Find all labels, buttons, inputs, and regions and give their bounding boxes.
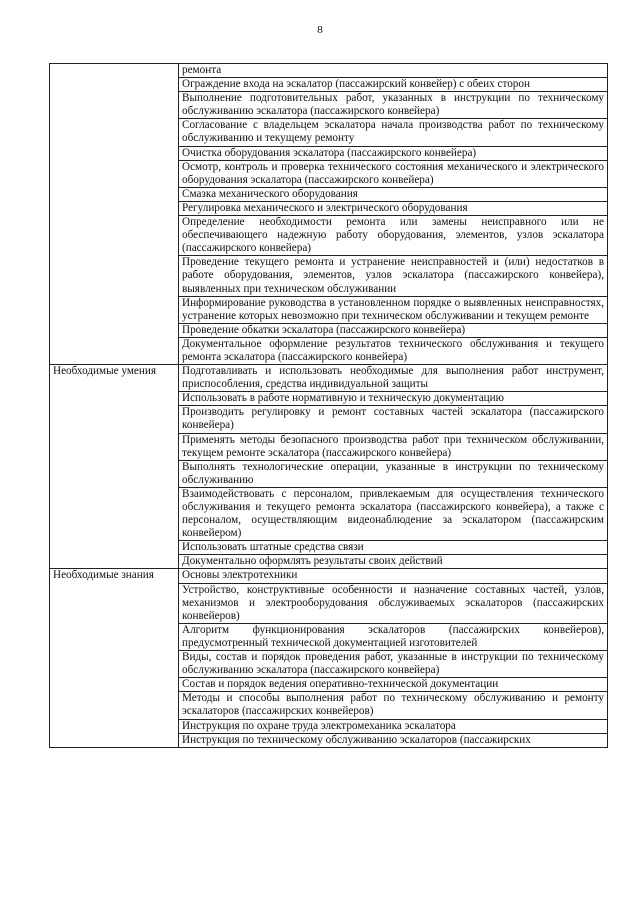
section-item: Подготавливать и использовать необходимые для выполнения работ инструмент, приспособления, средства индивидуальной защиты [179,365,608,392]
section-item: Регулировка механического и электрического оборудования [179,201,608,215]
section-item: Методы и способы выполнения работ по техническому обслуживанию и ремонту эскалаторов (пассажирских конвейеров) [179,692,608,719]
section-item: Инструкция по техническому обслуживанию эскалаторов (пассажирских [179,733,608,747]
section-item: Смазка механического оборудования [179,187,608,201]
section-item: Ограждение входа на эскалатор (пассажирский конвейер) с обеих сторон [179,78,608,92]
section-item: Использовать штатные средства связи [179,541,608,555]
section-item: Выполнение подготовительных работ, указанных в инструкции по техническому обслуживанию эскалатора (пассажирского конвейера) [179,92,608,119]
section-item: Основы электротехники [179,569,608,583]
table-row [50,64,608,78]
section-item: Очистка оборудования эскалатора (пассажирского конвейера) [179,146,608,160]
section-item: Производить регулировку и ремонт составных частей эскалатора (пассажирского конвейера) [179,406,608,433]
section-label: Необходимые умения [50,365,179,569]
section-item: Применять методы безопасного производства работ при техническом обслуживании, текущем ремонте эскалатора (пассажирского конвейера) [179,433,608,460]
section-item: Выполнять технологические операции, указанные в инструкции по техническому обслуживанию [179,460,608,487]
table-row [50,569,608,583]
section-item: Инструкция по охране труда электромеханика эскалатора [179,719,608,733]
section-item: Проведение текущего ремонта и устранение неисправностей и (или) недостатков в работе оборудования, элементов, узлов эскалатора (пассажирского конвейера), выявленных при техническом обслуживании [179,256,608,296]
section-item: Осмотр, контроль и проверка технического состояния механического и электрического оборудования эскалатора (пассажирского конвейера) [179,160,608,187]
section-item: Документальное оформление результатов технического обслуживания и текущего ремонта эскалатора (пассажирского конвейера) [179,337,608,364]
section-item: Информирование руководства в установленном порядке о выявленных неисправностях, устранение которых невозможно при техническом обслуживании и текущем ремонте [179,296,608,323]
section-item: Документально оформлять результаты своих действий [179,555,608,569]
section-label [50,64,179,365]
section-item: Взаимодействовать с персоналом, привлекаемым для осуществления технического обслуживания и текущего ремонта эскалатора (пассажирского конвейера), а также с персоналом, осуществляющим видеонаблюдение за эскалатором (пассажирским конвейером) [179,487,608,540]
section-item: Проведение обкатки эскалатора (пассажирского конвейера) [179,323,608,337]
section-item: Алгоритм функционирования эскалаторов (пассажирских конвейеров), предусмотренный технической документацией изготовителей [179,623,608,650]
section-item: Виды, состав и порядок проведения работ, указанные в инструкции по техническому обслуживанию эскалатора (пассажирского конвейера) [179,651,608,678]
section-item: ремонта [179,64,608,78]
section-item: Согласование с владельцем эскалатора начала производства работ по техническому обслуживанию и текущему ремонту [179,119,608,146]
competency-table-body [50,64,608,748]
table-row [50,365,608,392]
section-label: Необходимые знания [50,569,179,747]
page-number: 8 [317,24,323,36]
section-item: Устройство, конструктивные особенности и назначение составных частей, узлов, механизмов и электрооборудования обслуживаемых эскалаторов (пассажирских конвейеров) [179,583,608,623]
section-item: Использовать в работе нормативную и техническую документацию [179,392,608,406]
competency-table [49,63,608,748]
section-item: Определение необходимости ремонта или замены неисправного или не обеспечивающего надежную работу оборудования, элементов, узлов эскалатора (пассажирского конвейера) [179,216,608,256]
section-item: Состав и порядок ведения оперативно-технической документации [179,678,608,692]
